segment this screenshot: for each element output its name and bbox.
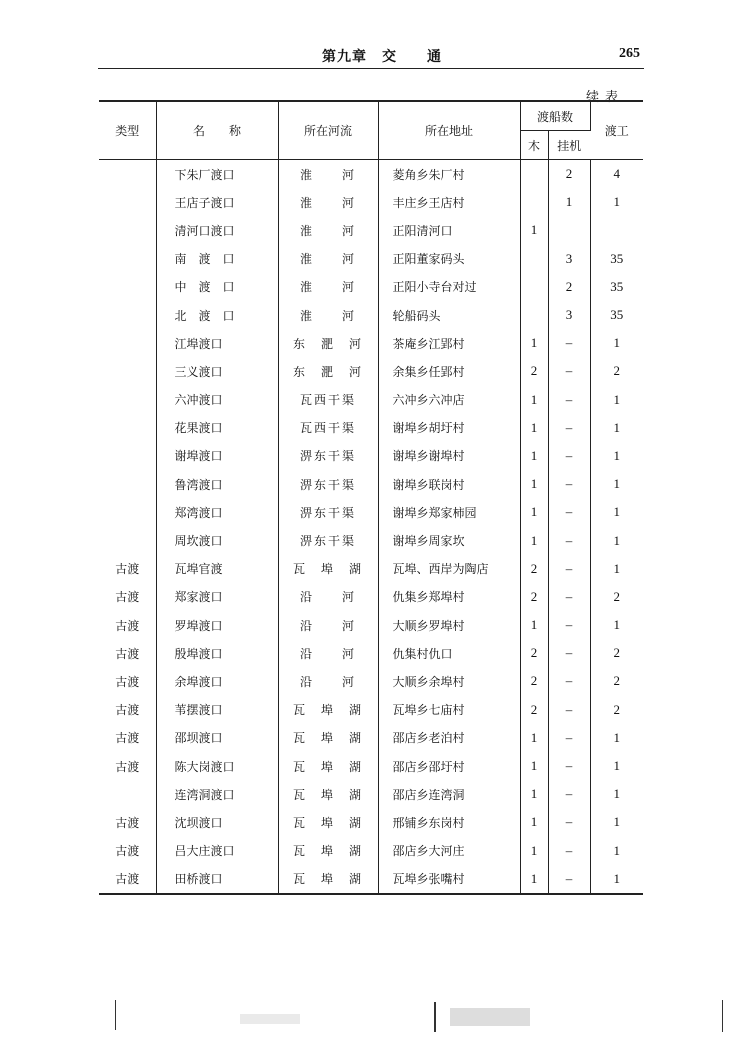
table-row xyxy=(99,329,643,357)
scan-smudge xyxy=(450,1008,530,1026)
row-boats-wood xyxy=(520,160,548,189)
header-boats-wood: 木 xyxy=(520,131,548,160)
table-row xyxy=(99,414,643,442)
table-row xyxy=(99,837,643,865)
row-address: 谢埠乡谢埠村 xyxy=(378,442,520,470)
row-workers: 1 xyxy=(613,504,621,520)
row-name: 沈坝渡口 xyxy=(156,808,278,836)
row-boats-motor: 2 xyxy=(548,273,590,301)
row-workers: 1 xyxy=(613,391,621,407)
row-workers: 2 xyxy=(613,588,621,604)
row-boats-motor: 3 xyxy=(548,301,590,329)
row-boats-wood: 1 xyxy=(520,329,548,357)
row-type: 古渡 xyxy=(99,611,156,639)
row-workers xyxy=(590,216,643,244)
row-address: 大顺乡余埠村 xyxy=(378,667,520,695)
row-boats-wood: 1 xyxy=(520,865,548,894)
row-boats-wood: 1 xyxy=(520,611,548,639)
row-address: 瓦埠乡张嘴村 xyxy=(378,865,520,894)
row-type: 古渡 xyxy=(99,724,156,752)
header-workers: 渡工 xyxy=(590,101,643,160)
row-address: 六冲乡六冲店 xyxy=(378,386,520,414)
row-river: 淠东干渠 xyxy=(278,442,378,470)
row-boats-wood: 1 xyxy=(520,442,548,470)
row-boats-motor: – xyxy=(548,329,590,357)
table-row xyxy=(99,470,643,498)
row-type xyxy=(99,386,156,414)
scan-smudge xyxy=(240,1014,300,1024)
scan-artifacts xyxy=(0,996,747,1036)
row-address: 邵店乡邵圩村 xyxy=(378,752,520,780)
row-address: 谢埠乡周家坎 xyxy=(378,526,520,554)
row-river: 沿 河 xyxy=(278,667,378,695)
row-name: 吕大庄渡口 xyxy=(156,837,278,865)
row-boats-wood: 2 xyxy=(520,357,548,385)
header-type: 类型 xyxy=(99,101,156,160)
table-row xyxy=(99,245,643,273)
row-address: 谢埠乡联岗村 xyxy=(378,470,520,498)
table-row xyxy=(99,216,643,244)
row-workers: 1 xyxy=(613,786,621,802)
row-boats-wood: 2 xyxy=(520,555,548,583)
row-workers: 1 xyxy=(613,532,621,548)
row-river: 沿 河 xyxy=(278,611,378,639)
page-header xyxy=(100,44,640,66)
table-row xyxy=(99,442,643,470)
row-river: 瓦 埠 湖 xyxy=(278,724,378,752)
row-workers: 1 xyxy=(613,419,621,435)
table-row xyxy=(99,639,643,667)
row-boats-wood: 1 xyxy=(520,808,548,836)
row-address: 谢埠乡胡圩村 xyxy=(378,414,520,442)
page-number: 265 xyxy=(619,46,640,61)
row-boats-motor: – xyxy=(548,470,590,498)
header-name: 名 称 xyxy=(156,101,278,160)
scan-edge-line xyxy=(722,1000,723,1032)
row-address: 邵店乡连湾洞 xyxy=(378,780,520,808)
row-workers: 2 xyxy=(613,363,621,379)
table-row xyxy=(99,301,643,329)
row-address: 邵店乡大河庄 xyxy=(378,837,520,865)
row-name: 南 渡 口 xyxy=(156,245,278,273)
row-boats-motor: – xyxy=(548,555,590,583)
row-workers: 35 xyxy=(610,307,624,323)
header-rule xyxy=(98,68,644,69)
row-name: 六冲渡口 xyxy=(156,386,278,414)
row-type xyxy=(99,498,156,526)
row-address: 正阳小寺台对过 xyxy=(378,273,520,301)
row-river: 瓦西干渠 xyxy=(278,414,378,442)
row-boats-wood: 2 xyxy=(520,667,548,695)
scan-edge-line xyxy=(434,1002,436,1032)
row-address: 邵店乡老泊村 xyxy=(378,724,520,752)
row-workers: 2 xyxy=(613,701,621,717)
header-boats: 渡船数 xyxy=(520,101,590,131)
row-river: 瓦 埠 湖 xyxy=(278,752,378,780)
row-type xyxy=(99,160,156,189)
row-river: 淮 河 xyxy=(278,301,378,329)
row-boats-motor: – xyxy=(548,865,590,894)
row-boats-wood: 1 xyxy=(520,526,548,554)
table-row xyxy=(99,160,643,189)
row-boats-motor: – xyxy=(548,498,590,526)
row-river: 东 淝 河 xyxy=(278,329,378,357)
row-workers: 1 xyxy=(613,476,621,492)
row-type xyxy=(99,470,156,498)
table-row xyxy=(99,188,643,216)
row-boats-wood: 1 xyxy=(520,780,548,808)
row-workers: 1 xyxy=(613,842,621,858)
row-type xyxy=(99,357,156,385)
row-river: 淠东干渠 xyxy=(278,498,378,526)
row-name: 三义渡口 xyxy=(156,357,278,385)
row-name: 苇摆渡口 xyxy=(156,696,278,724)
row-boats-motor: – xyxy=(548,667,590,695)
table-row xyxy=(99,498,643,526)
row-boats-motor: – xyxy=(548,752,590,780)
row-address: 正阳清河口 xyxy=(378,216,520,244)
row-boats-wood xyxy=(520,273,548,301)
table-row xyxy=(99,752,643,780)
continued-label: 续表 xyxy=(586,90,625,105)
table-row xyxy=(99,724,643,752)
row-address: 仇集乡郑埠村 xyxy=(378,583,520,611)
header-river: 所在河流 xyxy=(278,101,378,160)
row-name: 殷埠渡口 xyxy=(156,639,278,667)
row-address: 瓦埠、西岸为陶店 xyxy=(378,555,520,583)
row-workers: 35 xyxy=(610,250,624,266)
table-row xyxy=(99,555,643,583)
table-row xyxy=(99,273,643,301)
row-river: 淮 河 xyxy=(278,273,378,301)
row-type: 古渡 xyxy=(99,555,156,583)
row-boats-motor: – xyxy=(548,357,590,385)
row-workers: 1 xyxy=(613,814,621,830)
row-workers: 1 xyxy=(613,729,621,745)
row-workers: 1 xyxy=(613,758,621,774)
row-boats-motor: – xyxy=(548,724,590,752)
row-name: 下朱厂渡口 xyxy=(156,160,278,189)
row-boats-motor: – xyxy=(548,639,590,667)
table-row xyxy=(99,526,643,554)
row-workers: 2 xyxy=(613,645,621,661)
row-type: 古渡 xyxy=(99,837,156,865)
row-workers: 1 xyxy=(590,865,643,894)
row-name: 花果渡口 xyxy=(156,414,278,442)
row-boats-motor: – xyxy=(548,611,590,639)
row-name: 余埠渡口 xyxy=(156,667,278,695)
row-name: 瓦埠官渡 xyxy=(156,555,278,583)
row-name: 陈大岗渡口 xyxy=(156,752,278,780)
row-boats-wood xyxy=(520,188,548,216)
table-row xyxy=(99,865,643,894)
row-boats-wood: 1 xyxy=(520,470,548,498)
row-workers: 1 xyxy=(613,617,621,633)
row-type: 古渡 xyxy=(99,639,156,667)
row-river: 沿 河 xyxy=(278,583,378,611)
row-river: 瓦西干渠 xyxy=(278,386,378,414)
table-row xyxy=(99,583,643,611)
row-type xyxy=(99,329,156,357)
row-river: 淮 河 xyxy=(278,216,378,244)
row-river: 淠东干渠 xyxy=(278,470,378,498)
row-boats-motor: – xyxy=(548,696,590,724)
row-name: 田桥渡口 xyxy=(156,865,278,894)
row-river: 沿 河 xyxy=(278,639,378,667)
row-boats-wood: 2 xyxy=(520,583,548,611)
table-row xyxy=(99,357,643,385)
row-river: 瓦 埠 湖 xyxy=(278,696,378,724)
row-workers: 1 xyxy=(613,560,621,576)
row-name: 郑家渡口 xyxy=(156,583,278,611)
row-river: 东 淝 河 xyxy=(278,357,378,385)
row-boats-wood: 2 xyxy=(520,696,548,724)
row-type: 古渡 xyxy=(99,865,156,894)
row-type: 古渡 xyxy=(99,696,156,724)
row-boats-wood xyxy=(520,301,548,329)
row-boats-motor: – xyxy=(548,442,590,470)
row-workers: 1 xyxy=(613,194,621,210)
row-type: 古渡 xyxy=(99,583,156,611)
row-boats-motor: – xyxy=(548,526,590,554)
row-workers: 4 xyxy=(613,166,621,182)
row-boats-wood: 1 xyxy=(520,724,548,752)
row-address: 谢埠乡郑家柿园 xyxy=(378,498,520,526)
row-address: 丰庄乡王店村 xyxy=(378,188,520,216)
row-type xyxy=(99,301,156,329)
row-name: 中 渡 口 xyxy=(156,273,278,301)
row-address: 菱角乡朱厂村 xyxy=(378,160,520,189)
row-address: 茶庵乡江郢村 xyxy=(378,329,520,357)
row-name: 谢埠渡口 xyxy=(156,442,278,470)
row-boats-wood: 1 xyxy=(520,414,548,442)
row-type xyxy=(99,526,156,554)
row-type xyxy=(99,414,156,442)
header-address: 所在地址 xyxy=(378,101,520,160)
row-river: 瓦 埠 湖 xyxy=(278,837,378,865)
row-workers: 1 xyxy=(613,335,621,351)
row-boats-motor: – xyxy=(548,583,590,611)
row-boats-motor: 3 xyxy=(548,245,590,273)
row-name: 江埠渡口 xyxy=(156,329,278,357)
row-address: 瓦埠乡七庙村 xyxy=(378,696,520,724)
row-address: 大顺乡罗埠村 xyxy=(378,611,520,639)
scan-edge-line xyxy=(115,1000,116,1030)
row-river: 淮 河 xyxy=(278,188,378,216)
row-type: 古渡 xyxy=(99,752,156,780)
row-name: 清河口渡口 xyxy=(156,216,278,244)
row-address: 正阳董家码头 xyxy=(378,245,520,273)
row-type: 古渡 xyxy=(99,667,156,695)
row-name: 连湾洞渡口 xyxy=(156,780,278,808)
table-row xyxy=(99,611,643,639)
row-workers: 2 xyxy=(613,673,621,689)
row-boats-motor xyxy=(548,216,590,244)
row-boats-motor: – xyxy=(548,386,590,414)
chapter-title: 第九章 交 通 xyxy=(322,49,442,65)
ferry-table xyxy=(99,100,643,895)
row-boats-wood: 1 xyxy=(520,498,548,526)
row-type xyxy=(99,442,156,470)
row-address: 轮船码头 xyxy=(378,301,520,329)
row-river: 瓦 埠 湖 xyxy=(278,780,378,808)
row-type xyxy=(99,780,156,808)
row-boats-motor: – xyxy=(548,837,590,865)
row-address: 仇集村仇口 xyxy=(378,639,520,667)
table-row xyxy=(99,667,643,695)
row-name: 邵坝渡口 xyxy=(156,724,278,752)
row-river: 瓦 埠 湖 xyxy=(278,555,378,583)
row-name: 周坎渡口 xyxy=(156,526,278,554)
row-river: 瓦 埠 湖 xyxy=(278,808,378,836)
row-name: 郑湾渡口 xyxy=(156,498,278,526)
row-boats-wood: 2 xyxy=(520,639,548,667)
row-address: 余集乡任郢村 xyxy=(378,357,520,385)
row-name: 鲁湾渡口 xyxy=(156,470,278,498)
row-boats-motor: 1 xyxy=(548,188,590,216)
row-boats-motor: – xyxy=(548,808,590,836)
row-boats-motor: – xyxy=(548,780,590,808)
row-type xyxy=(99,188,156,216)
row-workers: 35 xyxy=(610,278,624,294)
row-boats-motor: – xyxy=(548,414,590,442)
table-row xyxy=(99,780,643,808)
row-boats-wood xyxy=(520,245,548,273)
row-boats-wood: 1 xyxy=(520,752,548,780)
row-boats-motor: 2 xyxy=(548,160,590,189)
row-boats-wood: 1 xyxy=(520,386,548,414)
table-body xyxy=(99,160,643,894)
row-type xyxy=(99,216,156,244)
table-row xyxy=(99,696,643,724)
row-river: 淠东干渠 xyxy=(278,526,378,554)
table-row xyxy=(99,386,643,414)
row-name: 王店子渡口 xyxy=(156,188,278,216)
row-type xyxy=(99,245,156,273)
row-type: 古渡 xyxy=(99,808,156,836)
row-river: 淮 河 xyxy=(278,160,378,189)
row-type xyxy=(99,273,156,301)
row-boats-wood: 1 xyxy=(520,837,548,865)
row-name: 罗埠渡口 xyxy=(156,611,278,639)
row-river: 淮 河 xyxy=(278,245,378,273)
row-name: 北 渡 口 xyxy=(156,301,278,329)
header-boats-motor: 挂机 xyxy=(548,131,590,160)
table-row xyxy=(99,808,643,836)
row-workers: 1 xyxy=(613,447,621,463)
row-boats-wood: 1 xyxy=(520,216,548,244)
row-address: 邢铺乡东岗村 xyxy=(378,808,520,836)
row-river: 瓦 埠 湖 xyxy=(278,865,378,894)
